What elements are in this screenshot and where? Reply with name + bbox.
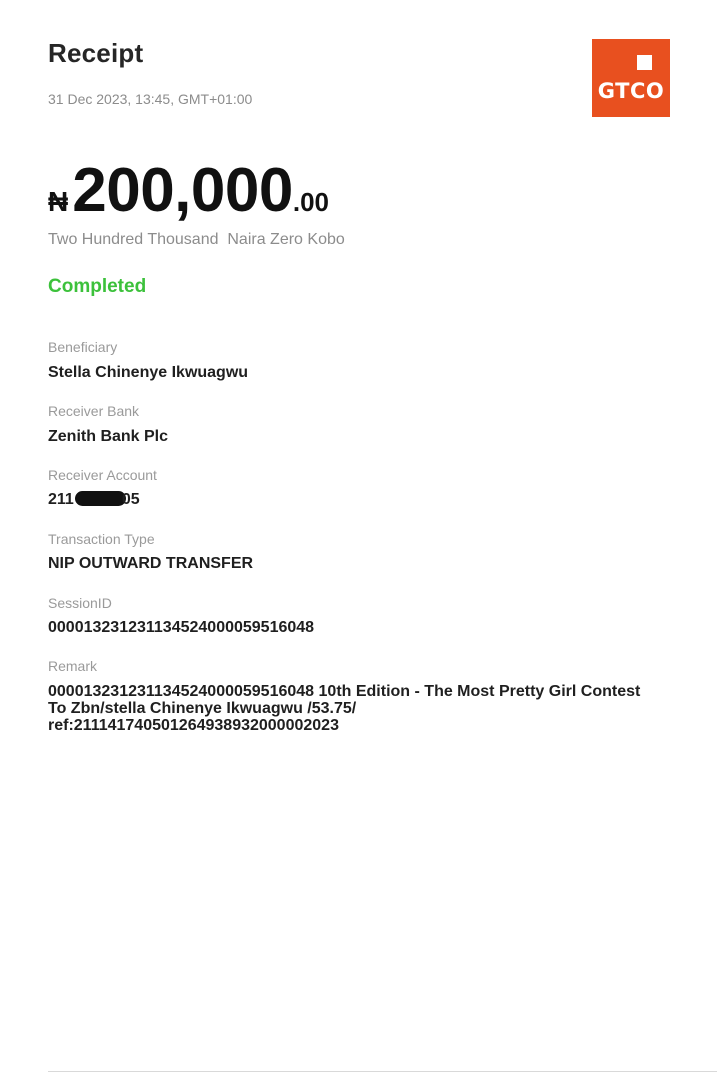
account-prefix: 211 xyxy=(48,491,74,508)
account-suffix: 05 xyxy=(121,491,140,508)
logo-square-icon xyxy=(637,55,652,70)
receipt-datetime: 31 Dec 2023, 13:45, GMT+01:00 xyxy=(48,91,253,107)
beneficiary-label: Beneficiary xyxy=(48,339,118,355)
receiver-account-label: Receiver Account xyxy=(48,467,157,483)
status-text: Completed xyxy=(48,276,147,297)
gtco-logo xyxy=(592,39,670,117)
amount-whole: 200,000 xyxy=(72,156,293,225)
remark-line: 000013231231134524000059516048 10th Edition - The Most Pretty Girl Contest xyxy=(48,683,641,700)
receiver-bank-label: Receiver Bank xyxy=(48,403,140,419)
footer-divider xyxy=(48,1071,717,1072)
amount-display xyxy=(48,156,330,225)
session-id-label: SessionID xyxy=(48,595,112,611)
amount-fraction: .00 xyxy=(292,187,330,217)
logo-text: GTCO xyxy=(597,79,665,103)
transaction-type-label: Transaction Type xyxy=(48,531,155,547)
remark-value xyxy=(48,683,712,734)
remark-line: To Zbn/stella Chinenye Ikwuagwu /53.75/ xyxy=(48,700,357,717)
beneficiary-value: Stella Chinenye Ikwuagwu xyxy=(48,364,249,381)
session-id-value: 000013231231134524000059516048 xyxy=(48,619,315,636)
receiver-bank-value: Zenith Bank Plc xyxy=(48,428,169,445)
receiver-account-value xyxy=(48,491,140,509)
amount-in-words: Two Hundred Thousand Naira Zero Kobo xyxy=(48,231,345,248)
remark-label: Remark xyxy=(48,658,98,674)
currency-symbol: ₦ xyxy=(48,186,69,217)
account-redaction xyxy=(75,491,126,506)
transaction-type-value: NIP OUTWARD TRANSFER xyxy=(48,555,254,572)
remark-line: ref:211141740501264938932000002023 xyxy=(48,717,339,734)
receipt-title: Receipt xyxy=(48,38,144,68)
